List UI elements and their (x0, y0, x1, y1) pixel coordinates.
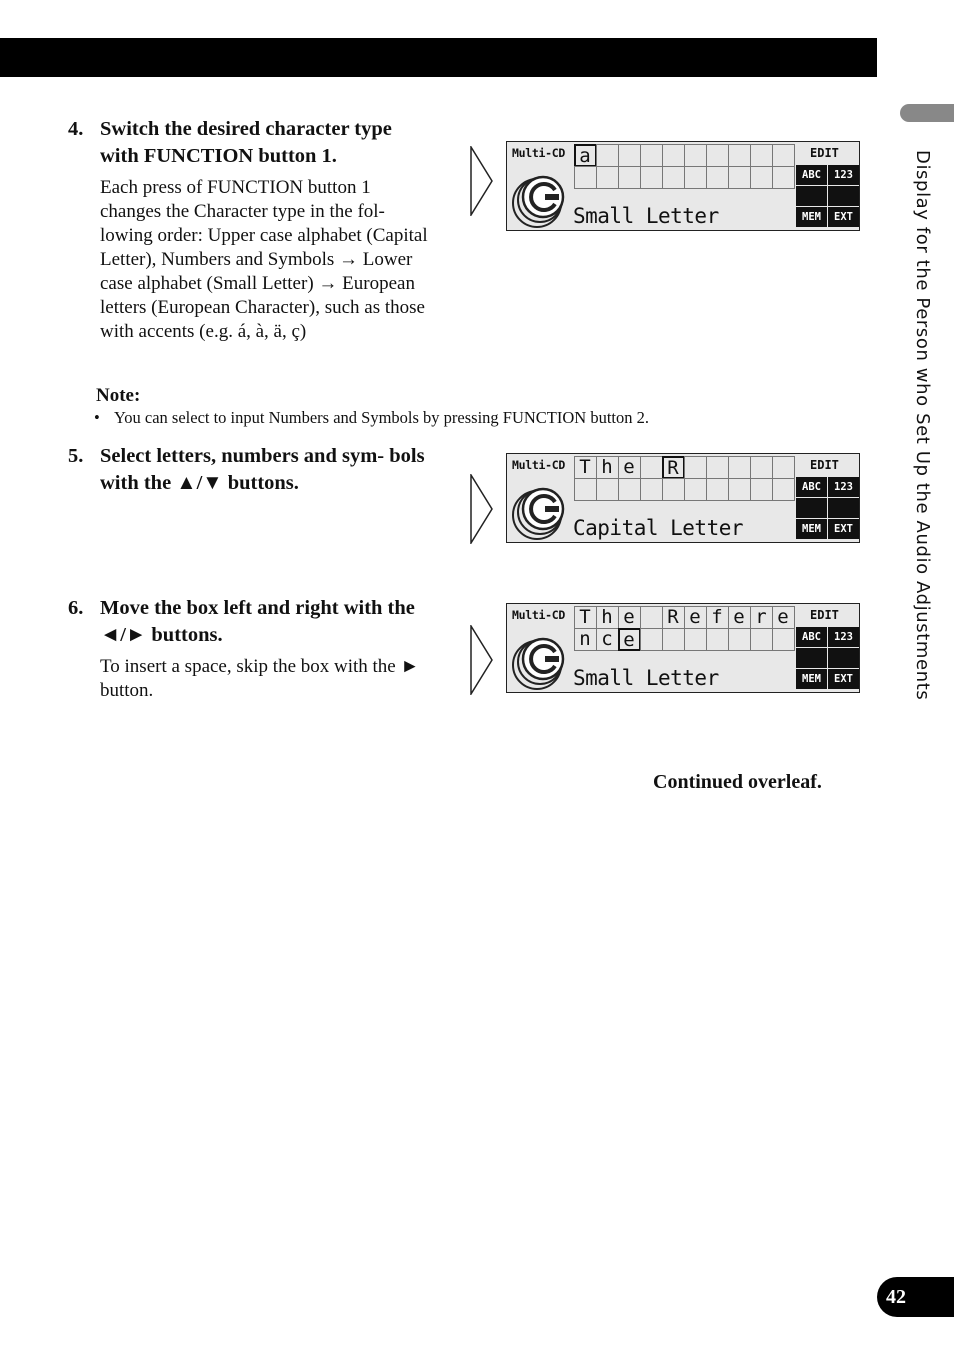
character-cell (706, 478, 729, 501)
pointer-arrow-icon (470, 625, 494, 695)
character-cell (618, 144, 641, 167)
display-button-123: 123 (828, 627, 859, 647)
page-number: 42 (877, 1277, 954, 1317)
character-cell: e (618, 628, 641, 651)
character-cell: T (574, 456, 597, 479)
character-cell (728, 456, 751, 479)
character-cell (640, 628, 663, 651)
character-cell (750, 628, 773, 651)
character-cell (772, 628, 795, 651)
source-label: Multi-CD (512, 458, 565, 472)
lcd-display (506, 141, 860, 231)
display-button-blank (828, 648, 859, 668)
step-body: To insert a space, skip the box with the ► button. (100, 656, 420, 701)
character-grid (574, 144, 794, 188)
character-cell (596, 144, 619, 167)
character-cell: e (772, 606, 795, 629)
lcd-display (506, 453, 860, 543)
display-button-abc: ABC (796, 627, 827, 647)
character-cell (750, 456, 773, 479)
mode-label: Capital Letter (573, 516, 744, 540)
character-cell (640, 456, 663, 479)
character-cell: e (728, 606, 751, 629)
edit-label: EDIT (810, 146, 839, 160)
character-cell (728, 478, 751, 501)
display-button-blank (828, 498, 859, 518)
character-cell (684, 166, 707, 189)
character-cell: R (662, 456, 685, 479)
character-cell (728, 166, 751, 189)
display-button-ext: EXT (828, 519, 859, 539)
display-button-ext: EXT (828, 207, 859, 227)
step-heading: Move the box left and right with the ◄/► buttons. (100, 597, 415, 646)
character-cell (728, 144, 751, 167)
character-cell: a (574, 144, 597, 167)
step-number: 4. (68, 118, 84, 140)
display-button-blank (796, 186, 827, 206)
note-text: You can select to input Numbers and Symbols by pressing FUNCTION button 2. (114, 408, 650, 427)
character-cell (750, 478, 773, 501)
character-cell (640, 478, 663, 501)
mode-label: Small Letter (573, 204, 719, 228)
section-title: Display for the Person who Set Up the Audio Adjustments (912, 150, 933, 701)
character-cell (640, 606, 663, 629)
source-label: Multi-CD (512, 608, 565, 622)
pointer-arrow-icon (470, 474, 494, 544)
pointer-arrow-icon (470, 146, 494, 216)
character-cell: f (706, 606, 729, 629)
character-cell: e (618, 456, 641, 479)
display-button-abc: ABC (796, 477, 827, 497)
display-button-blank (796, 498, 827, 518)
character-cell (750, 166, 773, 189)
character-cell (772, 478, 795, 501)
display-button-mem: MEM (796, 669, 827, 689)
character-cell (662, 144, 685, 167)
character-cell (772, 166, 795, 189)
display-button-mem: MEM (796, 519, 827, 539)
character-grid (574, 456, 794, 500)
function-buttons (796, 165, 859, 227)
character-cell (772, 456, 795, 479)
step-4 (68, 116, 428, 344)
character-cell: r (750, 606, 773, 629)
display-button-blank (828, 186, 859, 206)
character-cell (684, 628, 707, 651)
continued-note: Continued overleaf. (653, 771, 822, 793)
display-button-123: 123 (828, 477, 859, 497)
character-cell (574, 166, 597, 189)
step-number: 6. (68, 597, 84, 619)
character-cell (706, 144, 729, 167)
cd-logo-icon (511, 169, 571, 229)
character-cell (662, 166, 685, 189)
character-cell (772, 144, 795, 167)
character-cell (618, 478, 641, 501)
step-heading: Select letters, numbers and sym- bols with the ▲/▼ buttons. (100, 445, 425, 494)
character-cell: h (596, 456, 619, 479)
character-cell (706, 456, 729, 479)
edit-label: EDIT (810, 458, 839, 472)
character-cell (706, 166, 729, 189)
character-cell: T (574, 606, 597, 629)
display-button-123: 123 (828, 165, 859, 185)
character-cell (706, 628, 729, 651)
character-cell (596, 166, 619, 189)
note-item (94, 408, 816, 428)
display-button-ext: EXT (828, 669, 859, 689)
step-number: 5. (68, 445, 84, 467)
mode-label: Small Letter (573, 666, 719, 690)
character-cell: e (684, 606, 707, 629)
character-cell (574, 478, 597, 501)
character-cell (750, 144, 773, 167)
character-cell (662, 628, 685, 651)
step-body: Each press of FUNCTION button 1 changes the Character type in the fol- lowing order: Upper case alphabet (Capital Letter), Numbers and Symbols → Lower case alphabet (Small Letter) → European letters (European Character), such as those with accents (e.g. á, à, ä, ç) (100, 177, 428, 342)
display-button-blank (796, 648, 827, 668)
step-6 (68, 595, 428, 703)
character-grid (574, 606, 794, 650)
header-bar (0, 38, 877, 77)
step-heading: Switch the desired character type with FUNCTION button 1. (100, 118, 392, 167)
character-cell (684, 478, 707, 501)
character-cell (662, 478, 685, 501)
character-cell: R (662, 606, 685, 629)
character-cell: n (574, 628, 597, 651)
character-cell (640, 144, 663, 167)
display-button-mem: MEM (796, 207, 827, 227)
source-label: Multi-CD (512, 146, 565, 160)
character-cell (596, 478, 619, 501)
character-cell (618, 166, 641, 189)
note-title: Note: (96, 385, 141, 406)
edit-label: EDIT (810, 608, 839, 622)
function-buttons (796, 477, 859, 539)
step-5 (68, 443, 428, 497)
character-cell: c (596, 628, 619, 651)
character-cell (684, 456, 707, 479)
cd-logo-icon (511, 481, 571, 541)
note (96, 384, 816, 428)
character-cell: h (596, 606, 619, 629)
display-button-abc: ABC (796, 165, 827, 185)
character-cell (684, 144, 707, 167)
character-cell: e (618, 606, 641, 629)
bullet: • (94, 408, 100, 427)
character-cell (640, 166, 663, 189)
section-tab (900, 104, 954, 122)
function-buttons (796, 627, 859, 689)
cd-logo-icon (511, 631, 571, 691)
lcd-display (506, 603, 860, 693)
character-cell (728, 628, 751, 651)
